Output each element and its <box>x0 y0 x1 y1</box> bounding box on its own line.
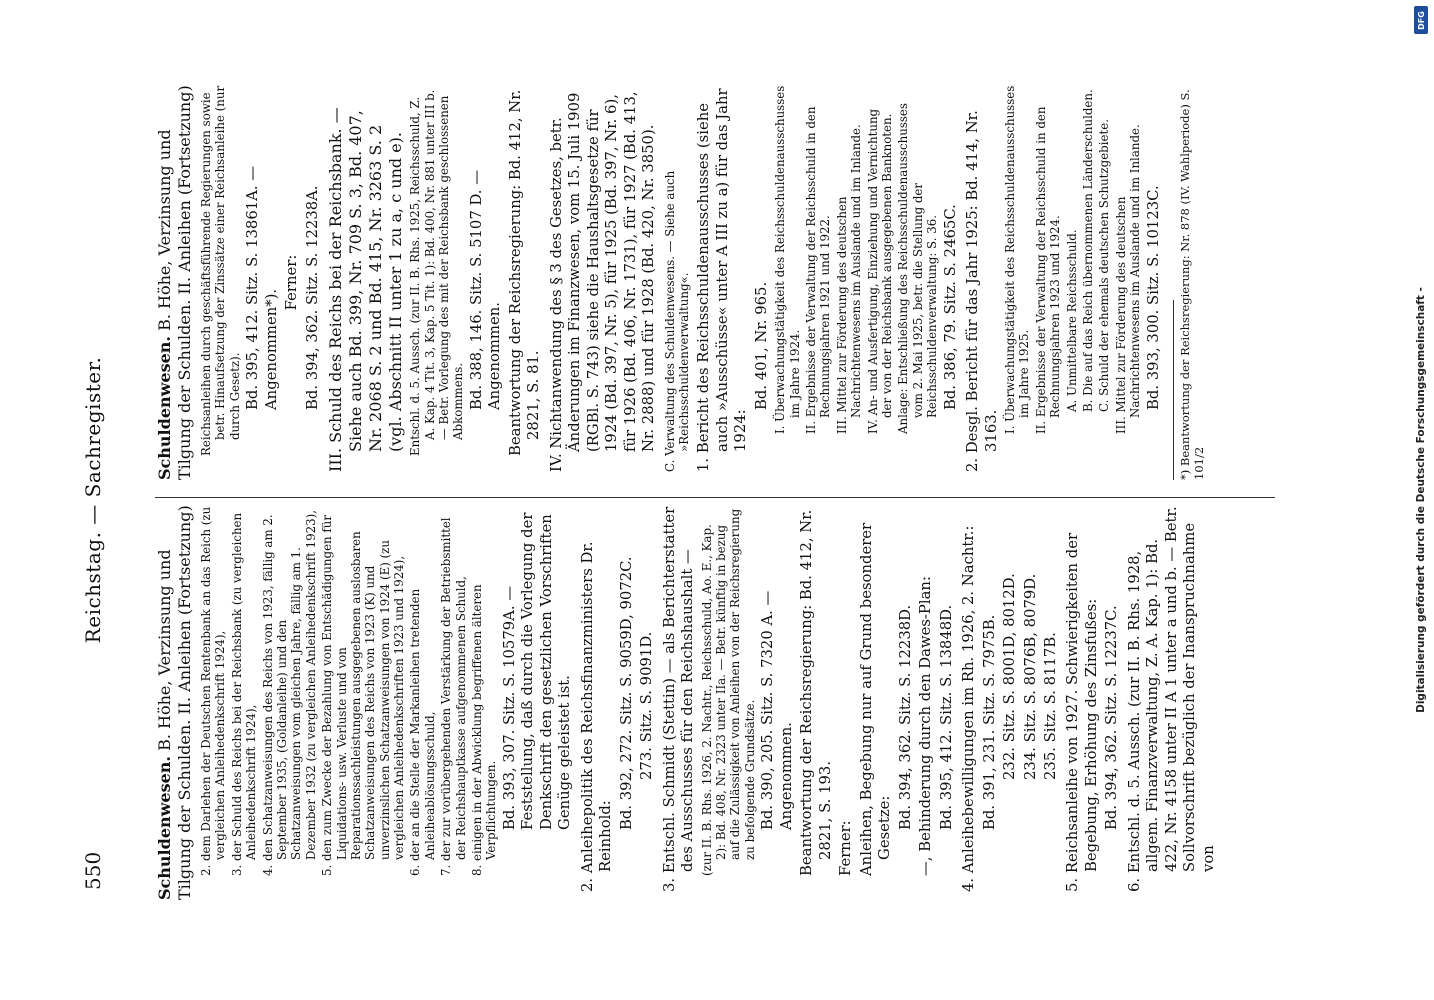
ferner-label: Ferner: <box>283 254 301 311</box>
list-item: 5. den zum Zwecke der Bezahlung von Entschädigungen für Liquidations- usw. Verluste und von Reparationssachleistungen ausgegebenen auslosbaren Schatzanweisungen des Reichs von 1923 (K) und unverzinslichen Schatzanweisungen von 1924 (E) (zu vergleichen Anleihedenkschriften 1923 und 1924), <box>320 515 407 876</box>
page-number: 550 <box>81 851 105 890</box>
reference: 235. Sitz. S. 8117B. <box>1042 632 1059 780</box>
list-item: A. Unmittelbare Reichsschuld. <box>1064 229 1079 412</box>
entry-6-text: 6. Entschl. d. 5. Aussch. (zur II. B. Rhs. 1928, allgem. Finanzverwaltung, Z. A. Kap. 1): Bd. 422, Nr. 4158 unter II A 1 unter a und b. — Betr. Sollvorschrift bezüglich der Inanspruchnahme von <box>1125 506 1217 892</box>
ferner-label: Ferner: <box>837 820 855 876</box>
dfg-logo-text: DFG <box>1416 10 1426 30</box>
list-item: II. Ergebnisse der Verwaltung der Reichsschuld in den Rechnungsjahren 1921 und 1922. <box>804 106 833 434</box>
left-heading-bold: Schuldenwesen. <box>155 756 174 900</box>
list-item: 8. einigen in der Abwicklung begriffenen älteren Verpflichtungen. <box>470 584 499 876</box>
left-heading <box>155 505 195 900</box>
list-item: C. Schuld der ehemals deutschen Schutzgebiete. <box>1097 119 1112 412</box>
digitization-note <box>1412 8 1430 992</box>
section-iv-text: IV. Nichtanwendung des § 3 des Gesetzes, betr. Änderungen im Finanzwesen, vom 15. Juli 1909 (RGBl. S. 743) siehe die Haushaltsgesetze für 1924 (Bd. 397, Nr. 5), für 1925 (Bd. 397, Nr. 6), für 1926 (Bd. 406, Nr. 1731), für 1927 (Bd. 413, Nr. 2888) und für 1928 (Bd. 420, Nr. 3850). <box>547 91 658 472</box>
list-item: 7. der zur vorübergehenden Verstärkung der Betriebsmittel der Reichshauptkasse aufgenommenen Schuld, <box>439 517 468 876</box>
rotated-page <box>67 70 1367 930</box>
answer: Beantwortung der Reichsregierung: Bd. 412, Nr. 2821, S. 81. <box>506 89 543 456</box>
footnote: *) Beantwortung der Reichsregierung: Nr. 878 (IV. Wahlperiode) S. 101/2 <box>1177 89 1207 480</box>
list-item: III. Mittel zur Förderung des deutschen Nachrichtenwesens im Auslande und im Inlande. <box>834 124 864 434</box>
list-item: 3. der Schuld des Reichs bei der Reichsbank (zu vergleichen Anleihedenkschrift 1924), <box>229 512 259 876</box>
column-divider <box>155 497 1275 498</box>
intro-text: Reichsanleihen durch geschäftsführende Regierungen sowie betr. Hinaufsetzung der Zinssätze einer Reichsanleihe (nur durch Gesetz). <box>199 85 242 456</box>
digitization-note-text: Digitalisierung gefördert durch die Deutsche Forschungsgemeinschaft - <box>1415 287 1427 713</box>
list-item: II. Ergebnisse der Verwaltung der Reichsschuld in den Rechnungsjahren 1923 und 1924. <box>1033 106 1063 434</box>
section-c-text: C. Verwaltung des Schuldenwesens. — Siehe auch »Reichsschuldenverwaltung«. <box>662 170 691 472</box>
running-title: Reichstag. — Sachregister. <box>81 356 105 644</box>
list-item: IV. An- und Ausfertigung, Einziehung und Vernichtung der von der Reichsbank ausgegebenen Banknoten. <box>865 108 894 434</box>
c2-title: 2. Desgl. Bericht für das Jahr 1925: Bd. 414, Nr. 3163. <box>964 110 1000 472</box>
left-heading-rest: B. Höhe, Verzinsung und Tilgung der Schulden. II. Anleihen (Fortsetzung) <box>155 505 194 900</box>
reference: Bd. 394, 362. Sitz. S. 12237C. <box>1103 605 1121 830</box>
list-item: I. Überwachungstätigkeit des Reichsschuldenausschusses im Jahre 1925. <box>1002 85 1032 434</box>
reference: 234. Sitz. S. 8076B, 8079D. <box>1021 573 1039 780</box>
reference: Bd. 391, 231. Sitz. S. 7975B. <box>980 614 998 830</box>
dawes-line: —, Behinderung durch den Dawes-Plan: <box>917 576 935 876</box>
reference: Bd. 394, 362. Sitz. S. 12238A. <box>303 185 321 410</box>
reference: Bd. 390, 205. Sitz. S. 7320 A. — Angenommen. <box>759 590 795 830</box>
entry-3-title: 3. Entschl. Schmidt (Stettin) — als Berichterstatter des Ausschusses für den Reichshaushalt — <box>660 506 697 892</box>
answer: Beantwortung der Reichsregierung: Bd. 412, Nr. 2821, S. 193. <box>798 509 834 876</box>
entry-4-title: 4. Anleihebewilligungen im Rh. 1926, 2. Nachtr.: <box>960 525 978 892</box>
dfg-logo-icon <box>1414 6 1428 34</box>
reference: 273. Sitz. S. 9091D. <box>638 631 656 780</box>
list-item: 6. der an die Stelle der Markanleihen tretenden Anleiheablösungsschuld, <box>408 588 437 876</box>
reference: Bd. 392, 272. Sitz. S. 9059D, 9072C. <box>617 556 635 830</box>
left-column <box>155 505 1275 900</box>
right-heading-rest: B. Höhe, Verzinsung und Tilgung der Schulden. II. Anleihen (Fortsetzung) <box>155 85 194 480</box>
reference: Bd. 401, Nr. 965. <box>752 281 770 410</box>
reference: Bd. 388, 146. Sitz. S. 5107 D. — Angenommen. <box>467 170 504 410</box>
reference: Bd. 393, 300. Sitz. S. 10123C. <box>1144 185 1162 410</box>
right-heading <box>155 85 195 480</box>
reference: Bd. 393, 307. Sitz. S. 10579A. — Feststellung, daß durch die Vorlegung der Denkschrift den gesetzlichen Vorschriften Genüge geleistet ist. <box>500 512 574 830</box>
list-item: 2. dem Darlehen der Deutschen Rentenbank an das Reich (zu vergleichen Anleihedenkschrift 1924), <box>199 506 228 876</box>
reference: 232. Sitz. S. 8001D, 8012D. <box>1001 573 1019 780</box>
reference: Bd. 395, 412. Sitz. S. 13848D. <box>937 604 955 830</box>
right-heading-bold: Schuldenwesen. <box>155 336 174 480</box>
right-column <box>155 85 1275 480</box>
list-item: 4. den Schatzanweisungen des Reichs von 1923, fällig am 2. September 1935, (Goldanleihe) und den Schatzanweisungen vom gleichen Jahre, fällig am 1. Dezember 1932 (zu vergleichen Anleihedenkschrift 1923), <box>260 510 318 876</box>
reference: Bd. 386, 79. Sitz. S. 2465C. <box>941 204 959 410</box>
section-iii-entschl: Entschl. d. 5. Aussch. (zur II. B. Rhs. 1925, Reichsschuld, Z. A. Kap. 4 Tit. 3, Kap. 5 Tit. 1): Bd. 400, Nr. 881 unter III b. — Betr. Vorlegung des mit der Reichsbank geschlossenen Abkommens. <box>408 89 466 456</box>
entry-5-title: 5. Reichsanleihe von 1927. Schwierigkeiten der Begebung, Erhöhung des Zinsfußes: <box>1064 532 1100 892</box>
ferner-text: Anleihen, Begebung nur auf Grund besonderer Gesetze: <box>857 522 894 876</box>
list-item: I. Überwachungstätigkeit des Reichsschuldenausschusses im Jahre 1924. <box>773 85 802 434</box>
section-iii-title: III. Schuld des Reichs bei der Reichsbank. — Siehe auch Bd. 399, Nr. 709 S. 3, Bd. 407, Nr. 2068 S. 2 und Bd. 415, Nr. 3263 S. 2 (vgl. Abschnitt II unter 1 zu a, c und e). <box>326 107 406 472</box>
list-item: III. Mittel zur Förderung des deutschen Nachrichtenwesens im Auslande und im Inlande. <box>1113 124 1143 434</box>
page-header <box>77 70 117 930</box>
entry-3-detail: (zur II. B. Rhs. 1926, 2. Nachtr., Reichsschuld, Ao. E., Kap. 2): Bd. 408, Nr. 2323 unter IIa. — Betr. künftig in bezug auf die Zulässigkeit von Anleihen von der Reichsregierung zu befolgende Grundsätze. <box>699 508 757 876</box>
entry-2-title: 2. Anleihepolitik des Reichsfinanzministers Dr. Reinhold: <box>578 541 615 892</box>
list-item: B. Die auf das Reich übernommenen Länderschulden. <box>1080 89 1095 412</box>
reference: Bd. 395, 412. Sitz. S. 13861A. — Angenommen*). <box>244 165 280 410</box>
reference: Bd. 394, 362. Sitz. S. 12238D. <box>896 604 914 830</box>
anlage-text: Anlage: Entschließung des Reichsschuldenausschusses vom 2. Mai 1925, betr. die Stellung der Reichsschuldenverwaltung: S. 36. <box>896 103 940 434</box>
c1-title: 1. Bericht des Reichsschuldenausschusses (siehe auch »Ausschüsse« unter A III zu a) für das Jahr 1924: <box>695 88 750 472</box>
